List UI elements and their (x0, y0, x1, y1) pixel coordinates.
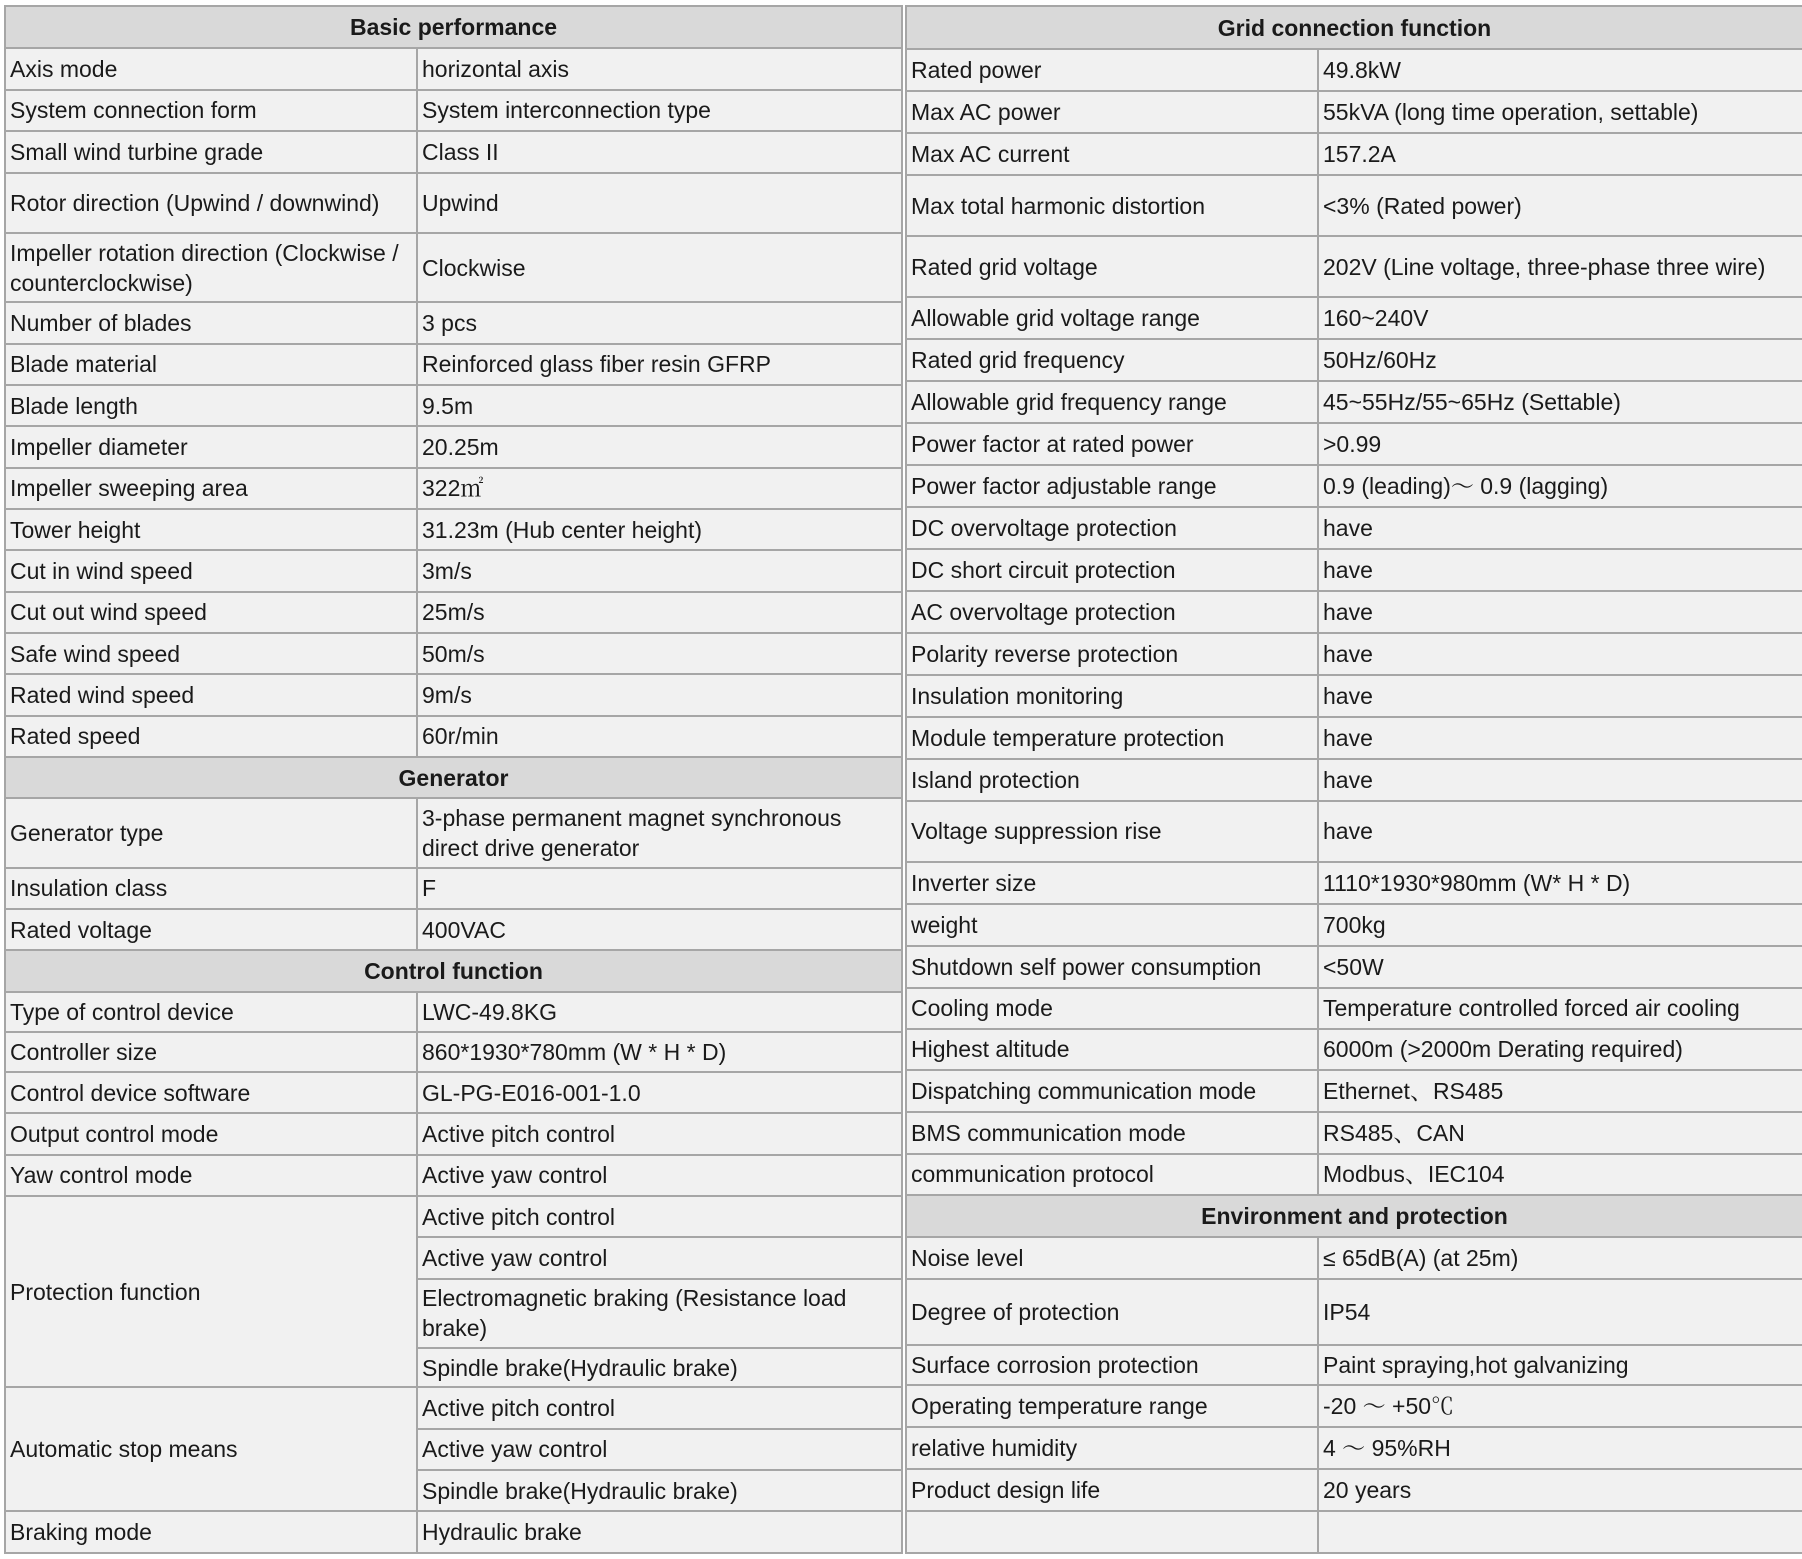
table-row (5, 550, 902, 591)
spec-label: Cooling mode (906, 988, 1318, 1029)
spec-label: Number of blades (5, 302, 417, 343)
spec-label: Allowable grid voltage range (906, 297, 1318, 339)
spec-value: F (417, 868, 902, 909)
spec-label: Rated grid voltage (906, 236, 1318, 297)
table-row (906, 1154, 1802, 1196)
spec-label: Braking mode (5, 1511, 417, 1553)
table-row (5, 1032, 902, 1072)
spec-value: <3% (Rated power) (1318, 175, 1802, 236)
table-row (906, 297, 1802, 339)
spec-value: 700kg (1318, 904, 1802, 946)
spec-label: Polarity reverse protection (906, 633, 1318, 675)
spec-label: Rated wind speed (5, 674, 417, 715)
spec-label: Product design life (906, 1469, 1318, 1511)
spec-value: 9m/s (417, 674, 902, 715)
table-row (906, 1029, 1802, 1070)
spec-value: 3-phase permanent magnet synchronous direct drive generator (417, 798, 902, 867)
spec-label: BMS communication mode (906, 1112, 1318, 1154)
spec-label: DC short circuit protection (906, 549, 1318, 591)
spec-value: 31.23m (Hub center height) (417, 509, 902, 550)
spec-label: Axis mode (5, 48, 417, 89)
spec-value: horizontal axis (417, 48, 902, 89)
table-row (5, 131, 902, 172)
section-header-grid-connection: Grid connection function (906, 6, 1802, 49)
table-row (906, 175, 1802, 236)
table-row (5, 426, 902, 467)
spec-value: RS485、CAN (1318, 1112, 1802, 1154)
spec-value: 45~55Hz/55~65Hz (Settable) (1318, 381, 1802, 423)
spec-label: Noise level (906, 1237, 1318, 1279)
spec-value: have (1318, 549, 1802, 591)
table-row (5, 48, 902, 89)
spec-value: 55kVA (long time operation, settable) (1318, 91, 1802, 133)
table-row (906, 465, 1802, 507)
spec-label: Tower height (5, 509, 417, 550)
spec-label: Insulation class (5, 868, 417, 909)
table-row (906, 904, 1802, 946)
table-row (906, 423, 1802, 465)
table-row (906, 1469, 1802, 1511)
spec-value: <50W (1318, 946, 1802, 988)
table-row (906, 236, 1802, 297)
table-row (906, 759, 1802, 801)
section-header-row (906, 6, 1802, 49)
spec-value: IP54 (1318, 1279, 1802, 1345)
spec-label: Cut out wind speed (5, 592, 417, 633)
table-row (906, 339, 1802, 381)
table-row (906, 507, 1802, 549)
right-spec-table (905, 5, 1802, 1554)
spec-value: 1110*1930*980mm (W* H * D) (1318, 862, 1802, 904)
spec-label: Power factor adjustable range (906, 465, 1318, 507)
spec-value: 20 years (1318, 1469, 1802, 1511)
table-row (906, 1385, 1802, 1427)
section-header-row (5, 757, 902, 798)
spec-label: Generator type (5, 798, 417, 867)
spec-label: Max AC power (906, 91, 1318, 133)
spec-value: Active yaw control (417, 1155, 902, 1196)
spec-label: Cut in wind speed (5, 550, 417, 591)
spec-value: 20.25m (417, 426, 902, 467)
table-row (906, 1345, 1802, 1385)
spec-value: 6000m (>2000m Derating required) (1318, 1029, 1802, 1070)
spec-label: Safe wind speed (5, 633, 417, 674)
table-row (5, 173, 902, 233)
spec-sheet (4, 5, 1798, 1554)
table-row (5, 1072, 902, 1113)
spec-label: Highest altitude (906, 1029, 1318, 1070)
table-row (5, 385, 902, 426)
spec-value: 60r/min (417, 716, 902, 757)
table-row (906, 946, 1802, 988)
table-row (906, 133, 1802, 175)
spec-value: ≤ 65dB(A) (at 25m) (1318, 1237, 1802, 1279)
table-row (906, 717, 1802, 759)
table-row (906, 675, 1802, 717)
spec-label: Rated voltage (5, 909, 417, 950)
spec-value: 322㎡ (417, 468, 902, 509)
spec-label: relative humidity (906, 1427, 1318, 1469)
table-row (906, 91, 1802, 133)
spec-value: GL-PG-E016-001-1.0 (417, 1072, 902, 1113)
spec-label: communication protocol (906, 1154, 1318, 1196)
table-row (906, 633, 1802, 675)
spec-label: Rated grid frequency (906, 339, 1318, 381)
spec-value: Active yaw control (417, 1429, 902, 1470)
table-row (906, 988, 1802, 1029)
spec-label: Type of control device (5, 992, 417, 1032)
table-row (906, 1070, 1802, 1112)
spec-value: Active pitch control (417, 1113, 902, 1154)
spec-value: Spindle brake(Hydraulic brake) (417, 1348, 902, 1387)
spec-value: Modbus、IEC104 (1318, 1154, 1802, 1196)
left-spec-table (4, 5, 903, 1554)
table-row (5, 716, 902, 757)
spec-label: Yaw control mode (5, 1155, 417, 1196)
spec-label: Impeller diameter (5, 426, 417, 467)
spec-value: have (1318, 801, 1802, 862)
spec-value: Paint spraying,hot galvanizing (1318, 1345, 1802, 1385)
spec-label: Power factor at rated power (906, 423, 1318, 465)
spec-value: >0.99 (1318, 423, 1802, 465)
spec-value: 0.9 (leading)～ 0.9 (lagging) (1318, 465, 1802, 507)
spec-label: Inverter size (906, 862, 1318, 904)
spec-label-protection-function: Protection function (5, 1196, 417, 1387)
spec-label: Surface corrosion protection (906, 1345, 1318, 1385)
table-row (906, 1112, 1802, 1154)
spec-value: 49.8kW (1318, 49, 1802, 91)
spec-label: Rated speed (5, 716, 417, 757)
table-row (906, 801, 1802, 862)
table-row (906, 49, 1802, 91)
spec-value: System interconnection type (417, 90, 902, 131)
spec-value: Active pitch control (417, 1196, 902, 1237)
table-row (5, 302, 902, 343)
table-row (5, 1196, 902, 1237)
section-header-control-function: Control function (5, 950, 902, 991)
spec-value: 50m/s (417, 633, 902, 674)
spec-value: have (1318, 675, 1802, 717)
spec-value: Spindle brake(Hydraulic brake) (417, 1470, 902, 1511)
spec-value: 9.5m (417, 385, 902, 426)
left-table-body (5, 6, 902, 1553)
table-row (5, 592, 902, 633)
spec-value: Ethernet、RS485 (1318, 1070, 1802, 1112)
spec-label: Allowable grid frequency range (906, 381, 1318, 423)
spec-label: Insulation monitoring (906, 675, 1318, 717)
spec-value: 4 ～ 95%RH (1318, 1427, 1802, 1469)
spec-label-automatic-stop-means: Automatic stop means (5, 1387, 417, 1511)
section-header-environment: Environment and protection (906, 1195, 1802, 1237)
table-row (5, 1113, 902, 1154)
spec-label: Voltage suppression rise (906, 801, 1318, 862)
spec-value: -20 ～ +50℃ (1318, 1385, 1802, 1427)
spec-value: Hydraulic brake (417, 1511, 902, 1553)
spec-label: Blade length (5, 385, 417, 426)
spec-value: 860*1930*780mm (W * H * D) (417, 1032, 902, 1072)
section-header-row (906, 1195, 1802, 1237)
table-row (906, 1237, 1802, 1279)
table-row (906, 862, 1802, 904)
spec-value: have (1318, 591, 1802, 633)
table-row (5, 90, 902, 131)
spec-label: Dispatching communication mode (906, 1070, 1318, 1112)
spec-value: 400VAC (417, 909, 902, 950)
empty-cell (1318, 1511, 1802, 1553)
spec-label: Blade material (5, 344, 417, 385)
spec-label: Rated power (906, 49, 1318, 91)
spec-value: 157.2A (1318, 133, 1802, 175)
spec-value: 3 pcs (417, 302, 902, 343)
spec-value: Class II (417, 131, 902, 172)
table-row-empty (906, 1511, 1802, 1553)
table-row (5, 1511, 902, 1553)
spec-value: 202V (Line voltage, three-phase three wire) (1318, 236, 1802, 297)
spec-label: Operating temperature range (906, 1385, 1318, 1427)
spec-label: Max total harmonic distortion (906, 175, 1318, 236)
table-row (5, 233, 902, 302)
table-row (5, 1155, 902, 1196)
spec-label: Shutdown self power consumption (906, 946, 1318, 988)
table-row (5, 868, 902, 909)
spec-label: System connection form (5, 90, 417, 131)
spec-value: Upwind (417, 173, 902, 233)
spec-value: 50Hz/60Hz (1318, 339, 1802, 381)
table-row (5, 1387, 902, 1428)
right-table-body (906, 6, 1802, 1553)
spec-label: Rotor direction (Upwind / downwind) (5, 173, 417, 233)
spec-label: Impeller sweeping area (5, 468, 417, 509)
table-row (906, 1279, 1802, 1345)
section-header-basic-performance: Basic performance (5, 6, 902, 48)
section-header-row (5, 6, 902, 48)
spec-value: 3m/s (417, 550, 902, 591)
spec-value: 160~240V (1318, 297, 1802, 339)
table-row (906, 549, 1802, 591)
spec-value: have (1318, 633, 1802, 675)
table-row (5, 798, 902, 867)
table-row (5, 509, 902, 550)
spec-value: LWC-49.8KG (417, 992, 902, 1032)
section-header-row (5, 950, 902, 991)
spec-label: Controller size (5, 1032, 417, 1072)
spec-label: Output control mode (5, 1113, 417, 1154)
section-header-generator: Generator (5, 757, 902, 798)
spec-label: Impeller rotation direction (Clockwise / counterclockwise) (5, 233, 417, 302)
empty-cell (906, 1511, 1318, 1553)
spec-value: have (1318, 507, 1802, 549)
spec-label: Max AC current (906, 133, 1318, 175)
table-row (5, 909, 902, 950)
spec-label: Control device software (5, 1072, 417, 1113)
spec-value: Electromagnetic braking (Resistance load brake) (417, 1279, 902, 1348)
spec-label: AC overvoltage protection (906, 591, 1318, 633)
table-row (5, 633, 902, 674)
table-row (906, 381, 1802, 423)
spec-label: weight (906, 904, 1318, 946)
spec-label: Degree of protection (906, 1279, 1318, 1345)
spec-label: Island protection (906, 759, 1318, 801)
spec-value: Clockwise (417, 233, 902, 302)
spec-value: have (1318, 717, 1802, 759)
spec-value: Reinforced glass fiber resin GFRP (417, 344, 902, 385)
spec-value: 25m/s (417, 592, 902, 633)
table-row (5, 674, 902, 715)
table-row (906, 1427, 1802, 1469)
table-row (5, 992, 902, 1032)
spec-value: Active pitch control (417, 1387, 902, 1428)
spec-label: DC overvoltage protection (906, 507, 1318, 549)
table-row (5, 468, 902, 509)
spec-value: Active yaw control (417, 1237, 902, 1278)
spec-value: have (1318, 759, 1802, 801)
table-row (5, 344, 902, 385)
table-row (906, 591, 1802, 633)
spec-value: Temperature controlled forced air cooling (1318, 988, 1802, 1029)
spec-label: Small wind turbine grade (5, 131, 417, 172)
spec-label: Module temperature protection (906, 717, 1318, 759)
